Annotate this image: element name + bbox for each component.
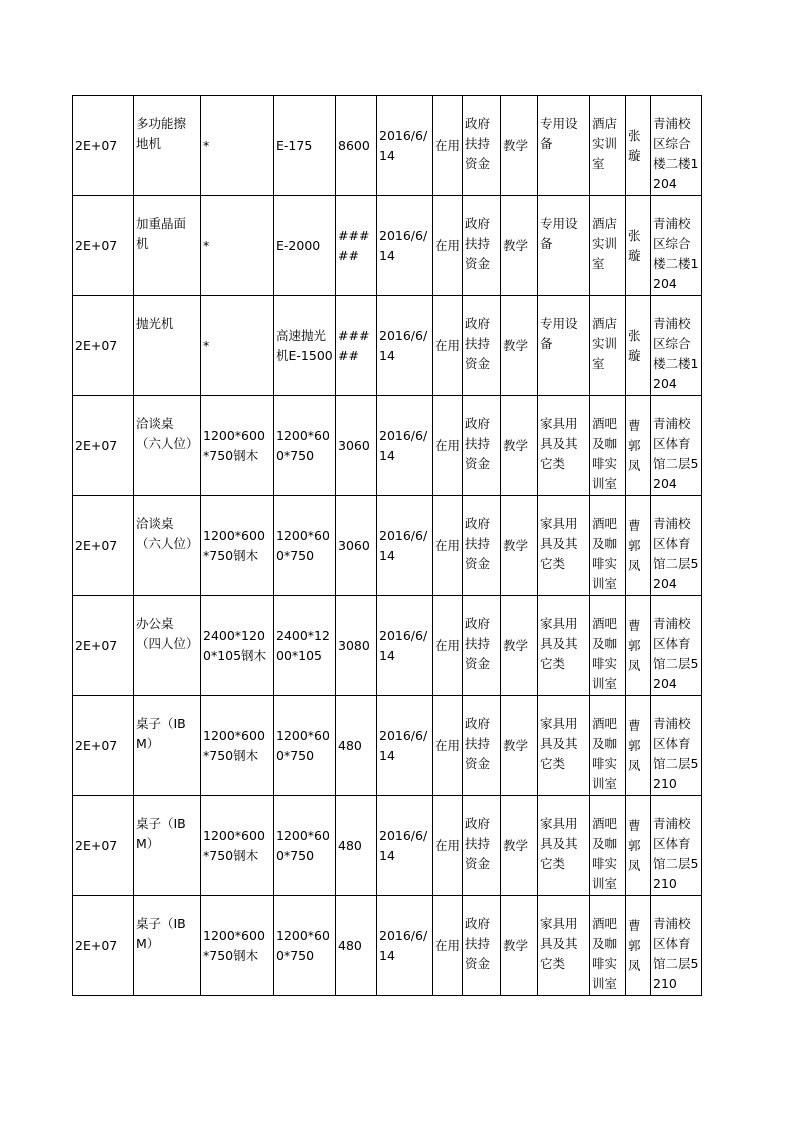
cell-funding: 政府扶持资金 bbox=[463, 796, 501, 896]
cell-date: 2016/6/14 bbox=[377, 96, 433, 196]
table-row bbox=[73, 596, 702, 696]
cell-use: 教学 bbox=[501, 896, 538, 996]
cell-keeper: 张璇 bbox=[626, 96, 651, 196]
table-row bbox=[73, 496, 702, 596]
cell-dept: 酒吧及咖啡实训室 bbox=[590, 396, 626, 496]
cell-category: 专用设备 bbox=[538, 96, 590, 196]
table-row bbox=[73, 296, 702, 396]
cell-status: 在用 bbox=[433, 296, 463, 396]
cell-name: 洽谈桌（六人位） bbox=[134, 496, 201, 596]
cell-id: 2E+07 bbox=[73, 896, 134, 996]
cell-date: 2016/6/14 bbox=[377, 896, 433, 996]
cell-id: 2E+07 bbox=[73, 496, 134, 596]
cell-location: 青浦校区体育馆二层5210 bbox=[651, 796, 702, 896]
cell-funding: 政府扶持资金 bbox=[463, 396, 501, 496]
cell-funding: 政府扶持资金 bbox=[463, 896, 501, 996]
cell-price: 3080 bbox=[336, 596, 377, 696]
table-row bbox=[73, 696, 702, 796]
cell-id: 2E+07 bbox=[73, 696, 134, 796]
cell-funding: 政府扶持资金 bbox=[463, 496, 501, 596]
cell-model: 1200*600*750 bbox=[274, 496, 336, 596]
cell-model: 2400*1200*105 bbox=[274, 596, 336, 696]
cell-name: 桌子（IBM） bbox=[134, 796, 201, 896]
cell-location: 青浦校区体育馆二层5210 bbox=[651, 896, 702, 996]
cell-funding: 政府扶持资金 bbox=[463, 96, 501, 196]
cell-spec: * bbox=[201, 196, 274, 296]
cell-price: ##### bbox=[336, 296, 377, 396]
table-row bbox=[73, 196, 702, 296]
cell-date: 2016/6/14 bbox=[377, 496, 433, 596]
cell-spec: * bbox=[201, 296, 274, 396]
cell-keeper: 张璇 bbox=[626, 196, 651, 296]
cell-date: 2016/6/14 bbox=[377, 196, 433, 296]
cell-use: 教学 bbox=[501, 596, 538, 696]
cell-name: 桌子（IBM） bbox=[134, 696, 201, 796]
cell-category: 专用设备 bbox=[538, 196, 590, 296]
cell-date: 2016/6/14 bbox=[377, 296, 433, 396]
cell-name: 加重晶面机 bbox=[134, 196, 201, 296]
cell-status: 在用 bbox=[433, 896, 463, 996]
cell-category: 家具用具及其它类 bbox=[538, 396, 590, 496]
cell-price: 3060 bbox=[336, 396, 377, 496]
cell-date: 2016/6/14 bbox=[377, 696, 433, 796]
cell-spec: * bbox=[201, 96, 274, 196]
cell-model: E-2000 bbox=[274, 196, 336, 296]
cell-model: 1200*600*750 bbox=[274, 696, 336, 796]
cell-use: 教学 bbox=[501, 496, 538, 596]
cell-keeper: 张璇 bbox=[626, 296, 651, 396]
cell-keeper: 曹郭凤 bbox=[626, 596, 651, 696]
cell-location: 青浦校区体育馆二层5210 bbox=[651, 696, 702, 796]
cell-use: 教学 bbox=[501, 396, 538, 496]
cell-keeper: 曹郭凤 bbox=[626, 396, 651, 496]
cell-spec: 1200*600*750钢木 bbox=[201, 896, 274, 996]
cell-status: 在用 bbox=[433, 96, 463, 196]
cell-model: 1200*600*750 bbox=[274, 896, 336, 996]
cell-location: 青浦校区综合楼二楼1204 bbox=[651, 196, 702, 296]
cell-location: 青浦校区体育馆二层5204 bbox=[651, 396, 702, 496]
cell-status: 在用 bbox=[433, 796, 463, 896]
cell-use: 教学 bbox=[501, 696, 538, 796]
cell-id: 2E+07 bbox=[73, 96, 134, 196]
cell-date: 2016/6/14 bbox=[377, 396, 433, 496]
cell-category: 家具用具及其它类 bbox=[538, 696, 590, 796]
cell-price: 480 bbox=[336, 896, 377, 996]
cell-dept: 酒吧及咖啡实训室 bbox=[590, 796, 626, 896]
cell-spec: 1200*600*750钢木 bbox=[201, 796, 274, 896]
table-row bbox=[73, 896, 702, 996]
cell-spec: 1200*600*750钢木 bbox=[201, 496, 274, 596]
cell-category: 家具用具及其它类 bbox=[538, 796, 590, 896]
cell-location: 青浦校区体育馆二层5204 bbox=[651, 596, 702, 696]
cell-category: 家具用具及其它类 bbox=[538, 496, 590, 596]
table-row bbox=[73, 796, 702, 896]
cell-use: 教学 bbox=[501, 196, 538, 296]
cell-location: 青浦校区体育馆二层5204 bbox=[651, 496, 702, 596]
cell-name: 多功能擦地机 bbox=[134, 96, 201, 196]
cell-location: 青浦校区综合楼二楼1204 bbox=[651, 96, 702, 196]
cell-location: 青浦校区综合楼二楼1204 bbox=[651, 296, 702, 396]
cell-dept: 酒吧及咖啡实训室 bbox=[590, 496, 626, 596]
cell-model: 高速抛光机E-1500 bbox=[274, 296, 336, 396]
cell-date: 2016/6/14 bbox=[377, 596, 433, 696]
cell-model: E-175 bbox=[274, 96, 336, 196]
cell-funding: 政府扶持资金 bbox=[463, 196, 501, 296]
cell-id: 2E+07 bbox=[73, 196, 134, 296]
cell-keeper: 曹郭凤 bbox=[626, 496, 651, 596]
cell-use: 教学 bbox=[501, 96, 538, 196]
cell-spec: 2400*1200*105钢木 bbox=[201, 596, 274, 696]
cell-dept: 酒吧及咖啡实训室 bbox=[590, 896, 626, 996]
cell-dept: 酒店实训室 bbox=[590, 96, 626, 196]
cell-status: 在用 bbox=[433, 496, 463, 596]
cell-category: 家具用具及其它类 bbox=[538, 896, 590, 996]
cell-date: 2016/6/14 bbox=[377, 796, 433, 896]
cell-dept: 酒店实训室 bbox=[590, 196, 626, 296]
cell-name: 抛光机 bbox=[134, 296, 201, 396]
cell-keeper: 曹郭凤 bbox=[626, 696, 651, 796]
cell-dept: 酒吧及咖啡实训室 bbox=[590, 696, 626, 796]
cell-price: ##### bbox=[336, 196, 377, 296]
cell-id: 2E+07 bbox=[73, 596, 134, 696]
cell-spec: 1200*600*750钢木 bbox=[201, 396, 274, 496]
cell-status: 在用 bbox=[433, 396, 463, 496]
cell-spec: 1200*600*750钢木 bbox=[201, 696, 274, 796]
cell-category: 专用设备 bbox=[538, 296, 590, 396]
cell-status: 在用 bbox=[433, 696, 463, 796]
cell-name: 洽谈桌（六人位） bbox=[134, 396, 201, 496]
table-row bbox=[73, 96, 702, 196]
cell-price: 480 bbox=[336, 796, 377, 896]
cell-model: 1200*600*750 bbox=[274, 396, 336, 496]
cell-dept: 酒店实训室 bbox=[590, 296, 626, 396]
cell-funding: 政府扶持资金 bbox=[463, 296, 501, 396]
cell-dept: 酒吧及咖啡实训室 bbox=[590, 596, 626, 696]
cell-price: 3060 bbox=[336, 496, 377, 596]
cell-funding: 政府扶持资金 bbox=[463, 696, 501, 796]
cell-status: 在用 bbox=[433, 596, 463, 696]
cell-id: 2E+07 bbox=[73, 796, 134, 896]
cell-name: 办公桌（四人位） bbox=[134, 596, 201, 696]
cell-use: 教学 bbox=[501, 296, 538, 396]
cell-price: 8600 bbox=[336, 96, 377, 196]
cell-name: 桌子（IBM） bbox=[134, 896, 201, 996]
cell-use: 教学 bbox=[501, 796, 538, 896]
cell-funding: 政府扶持资金 bbox=[463, 596, 501, 696]
cell-price: 480 bbox=[336, 696, 377, 796]
cell-status: 在用 bbox=[433, 196, 463, 296]
cell-model: 1200*600*750 bbox=[274, 796, 336, 896]
cell-category: 家具用具及其它类 bbox=[538, 596, 590, 696]
asset-table bbox=[72, 95, 702, 996]
cell-id: 2E+07 bbox=[73, 396, 134, 496]
cell-id: 2E+07 bbox=[73, 296, 134, 396]
table-row bbox=[73, 396, 702, 496]
cell-keeper: 曹郭凤 bbox=[626, 896, 651, 996]
cell-keeper: 曹郭凤 bbox=[626, 796, 651, 896]
